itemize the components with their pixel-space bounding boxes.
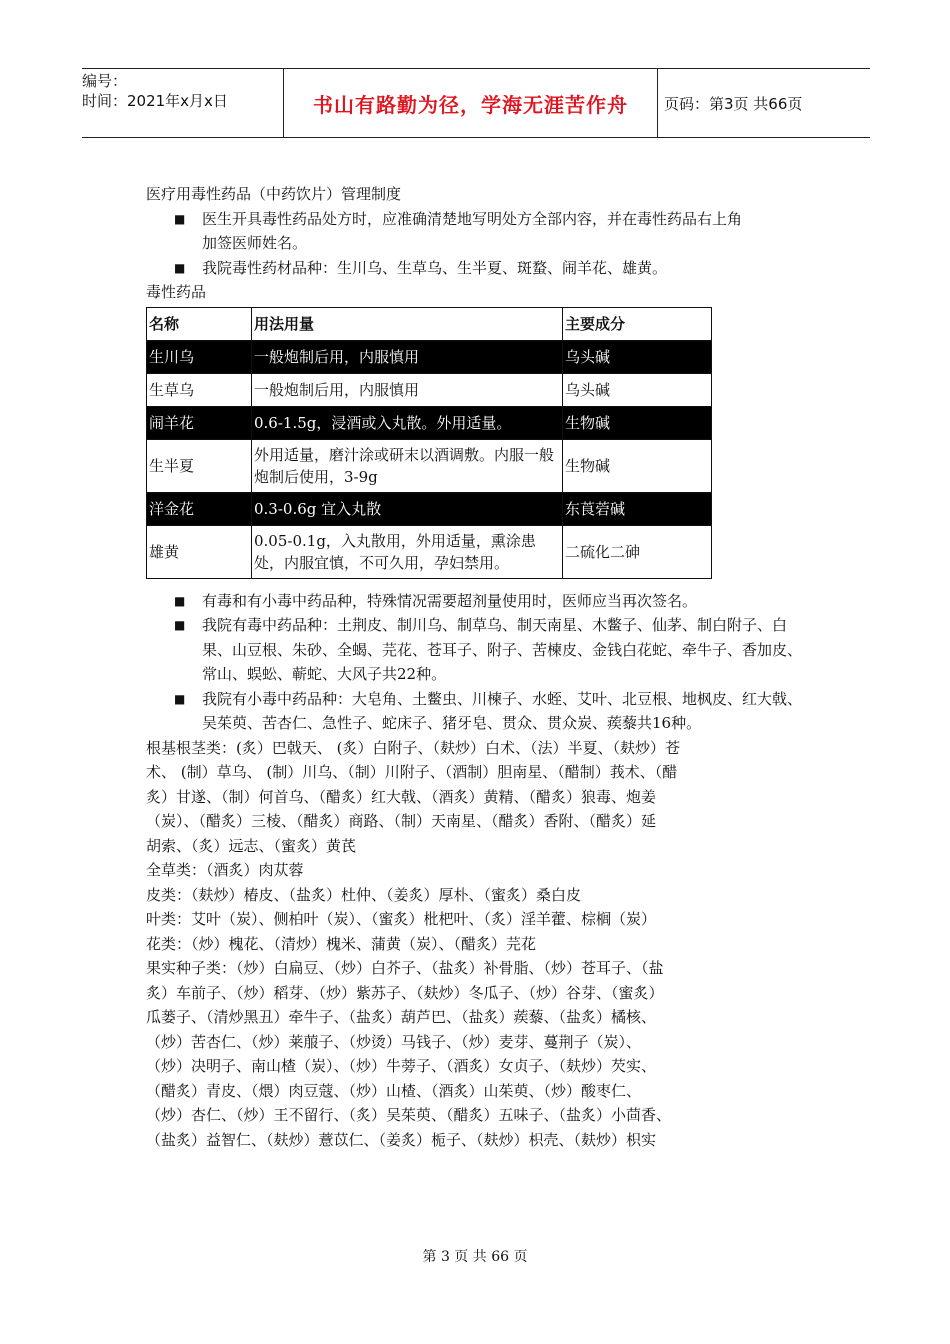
document-title: 医疗用毒性药品（中药饮片）管理制度 [146,185,402,203]
square-bullet-icon: ■ [174,211,186,226]
processed-herbs-paragraph [146,736,811,1153]
table-row [147,525,712,578]
table-cell: 东莨菪碱 [563,492,712,525]
table-caption: 毒性药品 [146,283,207,301]
square-bullet-icon: ■ [174,618,186,632]
page-footer: 第 3 页 共 66 页 [422,1249,528,1265]
paragraph-line: 炙）车前子、（炒）稻芽、（炒）紫苏子、（麸炒）冬瓜子、（炒）谷芽、（蜜炙） [146,983,664,1002]
bullet-item [174,589,811,614]
page-header [82,68,870,138]
table-cell: 二硫化二砷 [563,525,712,578]
table-cell: 一般炮制后用，内服慎用 [252,340,563,373]
bullet-text: 我院毒性药材品种：生川乌、生草乌、生半夏、斑蝥、闹羊花、雄黄。 [202,258,668,277]
table-cell: 0.6-1.5g，浸酒或入丸散。外用适量。 [252,406,563,439]
paragraph-line: （醋炙）青皮、（煨）肉豆蔻、（炒）山楂、（酒炙）山茱萸、（炒）酸枣仁、 [146,1081,642,1100]
square-bullet-icon: ■ [174,260,186,275]
bullet-text: 我院有毒中药品种：土荆皮、制川乌、制草乌、制天南星、木鳖子、仙茅、制白附子、白果、山豆根、朱砂、全蝎、芫花、苍耳子、附子、苦楝皮、金钱白花蛇、牵牛子、香加皮、常山、蜈蚣、蕲蛇、大风子共22种。 [202,616,803,683]
table-cell: 乌头碱 [563,340,712,373]
paragraph-line: （炭）、（醋炙）三棱、（醋炙）商路、（制）天南星、（醋炙）香附、（醋炙）延 [146,812,657,830]
paragraph-line: （炒）决明子、南山楂（炭）、（炒）牛蒡子、（酒炙）女贞子、（麸炒）芡实、 [146,1057,657,1075]
table-row [147,373,712,406]
square-bullet-icon: ■ [174,691,186,706]
table-cell: 一般炮制后用，内服慎用 [252,373,563,406]
paragraph-line: 全草类：（酒炙）肉苁蓉 [146,861,304,879]
date-label: 时间：2021年x月x日 [82,92,228,110]
bullet-item [174,687,811,736]
table-cell: 洋金花 [147,492,252,525]
square-bullet-icon: ■ [174,593,186,608]
bullet-list [146,589,811,736]
table-row [147,492,712,525]
paragraph-line: （盐炙）益智仁、（麸炒）薏苡仁、（姜炙）栀子、（麸炒）枳壳、（麸炒）枳实 [146,1130,657,1149]
paragraph-line: 炙）甘遂、（制）何首乌、（醋炙）红大戟、（酒炙）黄精、（醋炙）狼毒、炮姜 [146,787,657,806]
paragraph-line: 叶类：艾叶（炭）、侧柏叶（炭）、（蜜炙）枇杷叶、（炙）淫羊藿、棕榈（炭） [146,910,657,928]
paragraph-line: 瓜蒌子、（清炒黑丑）牵牛子、（盐炙）葫芦巴、（盐炙）蒺藜、（盐炙）橘核、 [146,1008,657,1026]
table-row [147,406,712,439]
bullet-text: 加签医师姓名。 [202,234,308,252]
table-cell: 乌头碱 [563,373,712,406]
bullet-item [174,256,811,281]
header-cell: 名称 [147,307,252,340]
table-cell: 0.3-0.6g 宜入丸散 [252,492,563,525]
toxic-drug-table [146,307,712,579]
table-cell: 生川乌 [147,340,252,373]
header-cell: 主要成分 [563,307,712,340]
bullet-item [174,613,811,687]
paragraph-line: 术、 (制）草乌、 (制）川乌、（制）川附子、（酒制）胆南星、（醋制）莪术、（醋 [146,763,678,781]
table-cell: 雄黄 [147,525,252,578]
paragraph-line: 根基根茎类：(炙）巴戟天、 (炙）白附子、（麸炒）白术、（法）半夏、（麸炒）苍 [146,738,680,757]
code-label: 编号： [82,72,128,90]
document-body [146,182,811,1152]
paragraph-line: 花类：（炒）槐花、（清炒）槐米、蒲黄（炭）、（醋炙）芫花 [146,934,537,953]
paragraph-line: 果实种子类：（炒）白扁豆、（炒）白芥子、（盐炙）补骨脂、（炒）苍耳子、（盐 [146,959,664,977]
bullet-text: 医生开具毒性药品处方时，应准确清楚地写明处方全部内容，并在毒性药品右上角 [202,209,743,228]
header-cell: 用法用量 [252,307,563,340]
header-motto: 书山有路勤为径，学海无涯苦作舟 [284,69,658,137]
bullet-text: 有毒和有小毒中药品种，特殊情况需要超剂量使用时，医师应当再次签名。 [202,591,698,610]
table-cell: 生物碱 [563,406,712,439]
table-cell: 生半夏 [147,439,252,492]
paragraph-line: （炒）苦杏仁、（炒）莱菔子、（炒烫）马钱子、（炒）麦芽、蔓荆子（炭）、 [146,1032,642,1051]
table-cell: 外用适量，磨汁涂或研末以酒调敷。内服一般炮制后使用，3-9g [252,439,563,492]
header-page-info: 页码：第3页 共66页 [664,94,803,113]
table-row [147,439,712,492]
paragraph-line: 胡索、（炙）远志、（蜜炙）黄芪 [146,836,357,855]
bullet-item [174,207,811,256]
table-cell: 闹羊花 [147,406,252,439]
table-cell: 0.05-0.1g，入丸散用，外用适量，熏涂患处，内服宜慎，不可久用，孕妇禁用。 [252,525,563,578]
header-meta [82,69,284,137]
paragraph-line: 皮类：（麸炒）椿皮、（盐炙）杜仲、（姜炙）厚朴、（蜜炙）桑白皮 [146,885,582,904]
table-header-row [147,307,712,340]
bullet-text: 我院有小毒中药品种：大皂角、土鳖虫、川楝子、水蛭、艾叶、北豆根、地枫皮、红大戟、吴茱萸、苦杏仁、急性子、蛇床子、猪牙皂、贯众、贯众炭、蒺藜共16种。 [202,689,803,732]
table-cell: 生物碱 [563,439,712,492]
paragraph-line: （炒）杏仁、（炒）王不留行、（炙）吴茱萸、（醋炙）五味子、（盐炙）小茴香、 [146,1106,672,1124]
table-cell: 生草乌 [147,373,252,406]
table-row [147,340,712,373]
